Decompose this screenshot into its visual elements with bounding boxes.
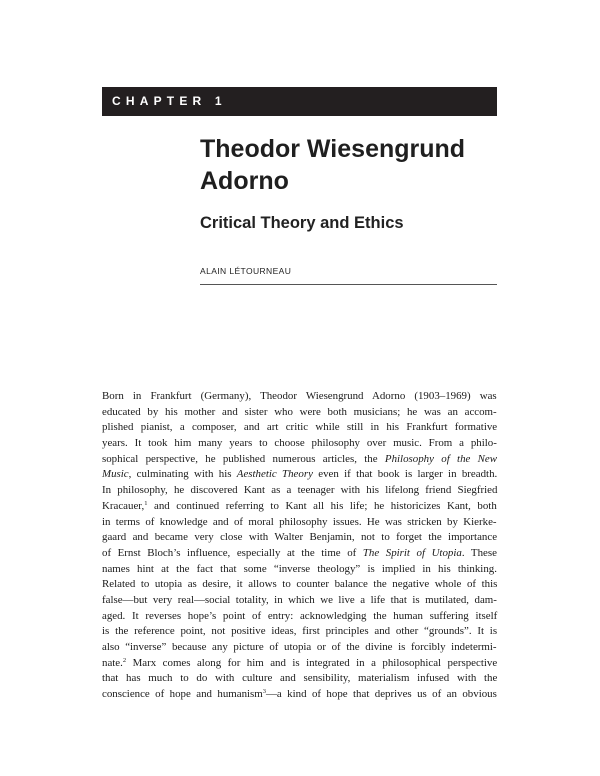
body-line — [102, 452, 497, 468]
body-line — [102, 389, 497, 405]
body-text-segment: Marx comes along for him and is integrated in a philosophical perspective — [126, 656, 498, 669]
author-rule-divider — [200, 284, 497, 285]
body-line — [102, 593, 497, 609]
body-line — [102, 515, 497, 531]
body-line — [102, 609, 497, 625]
footnote-ref-2: 2 — [122, 656, 127, 664]
body-text-segment: in terms of knowledge and of moral philosophy issues. He was stricken by Kierke- — [102, 515, 497, 528]
body-line — [102, 420, 497, 436]
chapter-title-line-2: Adorno — [200, 167, 289, 195]
body-text-segment: is the reference point, not positive ideas, first principles and other “grounds”. It is — [102, 625, 498, 638]
book-title-italic: Aesthetic Theory — [236, 468, 313, 481]
body-text-segment: —a kind of hope that deprives us of an obvious — [266, 688, 497, 701]
footnote-ref-3: 3 — [262, 688, 267, 696]
body-text-segment: educated by his mother and sister who were both musicians; he was an accom- — [102, 405, 497, 418]
body-text-segment: even if that book is larger in breadth. — [312, 468, 498, 481]
body-text-segment: aged. It reverses hope’s point of entry: acknowledging the human suffering itself — [102, 609, 498, 622]
body-text-segment: plished pianist, a composer, and art critic while still in his Frankfurt formative — [102, 421, 498, 434]
body-line — [102, 530, 497, 546]
body-line — [102, 546, 497, 562]
body-text-segment: sophical perspective, he published numerous articles, the — [102, 452, 385, 465]
body-text-segment: . These — [461, 546, 497, 559]
body-text-segment: and continued referring to Kant all his life; he historicizes Kant, both — [147, 499, 497, 512]
body-text-segment: Related to utopia as desire, it allows to counter balance the negative whole of this — [102, 578, 498, 591]
book-title-italic: The Spirit of Utopia — [362, 546, 462, 559]
body-line — [102, 671, 497, 687]
body-paragraph — [102, 389, 497, 703]
body-text-segment: years. It took him many years to choose philosophy over music. From a philo- — [102, 437, 497, 450]
book-title-italic: Music — [102, 468, 129, 481]
chapter-author: ALAIN LÉTOURNEAU — [200, 266, 292, 276]
body-line — [102, 577, 497, 593]
body-line — [102, 499, 497, 515]
body-line — [102, 405, 497, 421]
body-line — [102, 640, 497, 656]
chapter-title — [200, 133, 500, 197]
body-text-segment: Born in Frankfurt (Germany), Theodor Wiesengrund Adorno (1903–1969) was — [102, 390, 497, 402]
body-text-segment: Kracauer, — [102, 499, 145, 512]
body-text-segment: , culminating with his — [128, 468, 237, 481]
body-text-segment: In philosophy, he discovered Kant as a teenager with his lifelong friend Siegfried — [102, 484, 498, 497]
body-text-segment: names hint at the fact that some “inverse theology” is implied in his thinking. — [102, 562, 497, 575]
body-line — [102, 562, 497, 578]
body-line — [102, 687, 497, 703]
body-line — [102, 656, 497, 672]
chapter-subtitle: Critical Theory and Ethics — [200, 214, 404, 232]
chapter-header-bar — [102, 87, 497, 116]
body-text-segment: gaard and became very close with Walter Benjamin, not to forget the importance — [102, 531, 498, 544]
body-text-segment: of Ernst Bloch’s influence, especially at the time of — [102, 546, 363, 559]
body-line — [102, 467, 497, 483]
body-text-segment: that has much to do with culture and sensibility, materialism infused with the — [102, 672, 498, 685]
body-line — [102, 483, 497, 499]
body-text-segment: also “inverse” because any picture of utopia or of the divine is forcibly indetermi- — [102, 641, 497, 653]
footnote-ref-1: 1 — [144, 499, 148, 507]
body-line — [102, 436, 497, 452]
chapter-label: CHAPTER 1 — [112, 94, 227, 108]
body-text-segment: conscience of hope and humanism — [102, 688, 263, 701]
body-line — [102, 624, 497, 640]
body-text-segment: nate. — [102, 656, 123, 669]
book-title-italic: Philosophy of the New — [384, 452, 498, 465]
chapter-title-line-1: Theodor Wiesengrund — [200, 135, 466, 163]
body-text-segment: false—but very real—social totality, in which we live a life that is mutilated, dam- — [102, 593, 497, 606]
